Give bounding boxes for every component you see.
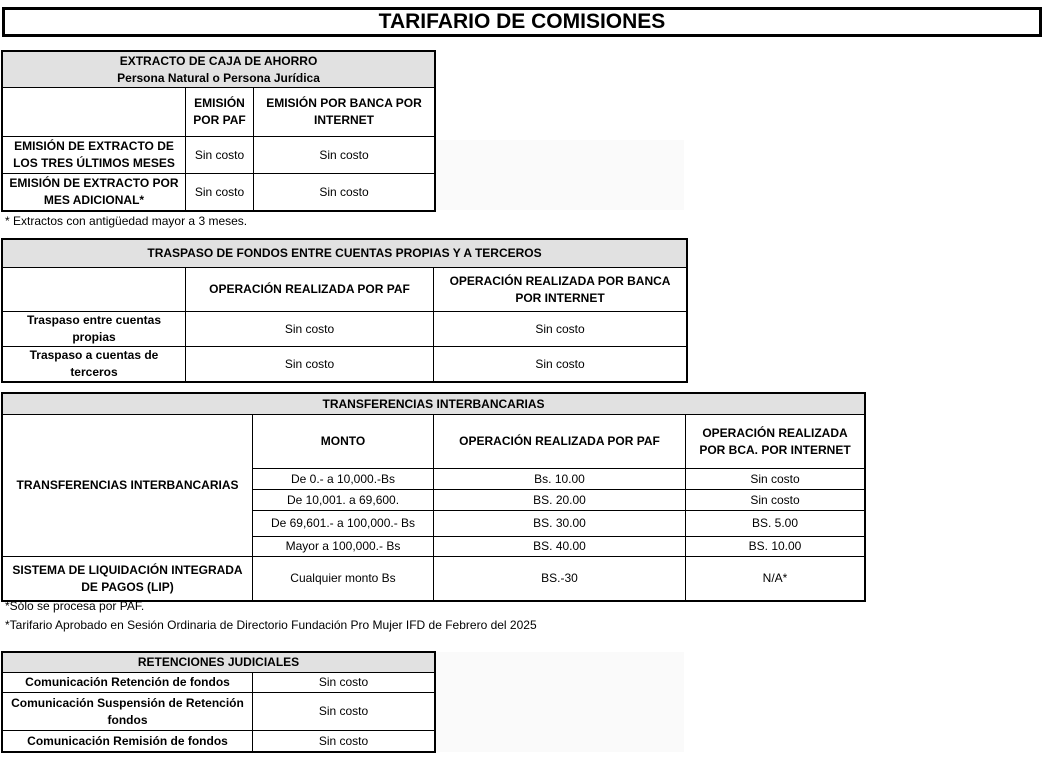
page-title-box bbox=[2, 7, 1042, 37]
background-shade bbox=[434, 140, 684, 210]
page-title: TARIFARIO DE COMISIONES bbox=[378, 10, 666, 33]
extracto-row-label: EMISIÓN DE EXTRACTO POR MES ADICIONAL* bbox=[3, 174, 186, 211]
extracto-blank-cell bbox=[3, 88, 186, 137]
traspaso-row-label: Traspaso a cuentas de terceros bbox=[3, 347, 186, 382]
traspaso-row-internet: Sin costo bbox=[434, 312, 687, 347]
traspaso-row-label: Traspaso entre cuentas propias bbox=[3, 312, 186, 347]
transferencias-row-label: TRANSFERENCIAS INTERBANCARIAS bbox=[3, 415, 253, 557]
transferencias-paf: BS. 30.00 bbox=[434, 511, 686, 537]
transferencias-internet: Sin costo bbox=[686, 490, 865, 511]
extracto-col-internet: EMISIÓN POR BANCA POR INTERNET bbox=[254, 88, 435, 137]
traspaso-row-internet: Sin costo bbox=[434, 347, 687, 382]
extracto-header bbox=[3, 52, 435, 88]
transferencias-col-internet: OPERACIÓN REALIZADA POR BCA. POR INTERNET bbox=[686, 415, 865, 469]
extracto-note: * Extractos con antigüedad mayor a 3 meses. bbox=[5, 214, 248, 228]
extracto-row-label: EMISIÓN DE EXTRACTO DE LOS TRES ÚLTIMOS MESES bbox=[3, 137, 186, 174]
extracto-subtitle: Persona Natural o Persona Jurídica bbox=[117, 70, 320, 85]
retenciones-row-value: Sin costo bbox=[253, 673, 435, 693]
transferencias-paf: BS. 20.00 bbox=[434, 490, 686, 511]
traspaso-col-internet: OPERACIÓN REALIZADA POR BANCA POR INTERNET bbox=[434, 268, 687, 312]
tarifario-approval-note: *Tarifario Aprobado en Sesión Ordinaria de Directorio Fundación Pro Mujer IFD de Febrero del 2025 bbox=[5, 618, 537, 632]
retenciones-title: RETENCIONES JUDICIALES bbox=[3, 653, 435, 673]
background-shade bbox=[434, 652, 684, 752]
extracto-col-paf: EMISIÓN POR PAF bbox=[186, 88, 254, 137]
transferencias-internet: BS. 10.00 bbox=[686, 537, 865, 557]
extracto-title: EXTRACTO DE CAJA DE AHORRO bbox=[119, 53, 318, 68]
lip-monto: Cualquier monto Bs bbox=[253, 557, 434, 601]
traspaso-row-paf: Sin costo bbox=[186, 312, 434, 347]
lip-label: SISTEMA DE LIQUIDACIÓN INTEGRADA DE PAGOS (LIP) bbox=[3, 557, 253, 601]
transferencias-note-paf: *Sólo se procesa por PAF. bbox=[5, 599, 145, 613]
traspaso-row-paf: Sin costo bbox=[186, 347, 434, 382]
transferencias-table bbox=[2, 393, 865, 601]
retenciones-row-value: Sin costo bbox=[253, 731, 435, 752]
transferencias-monto: De 10,001. a 69,600. bbox=[253, 490, 434, 511]
retenciones-table bbox=[2, 652, 435, 752]
transferencias-monto: De 0.- a 10,000.-Bs bbox=[253, 469, 434, 490]
transferencias-monto: Mayor a 100,000.- Bs bbox=[253, 537, 434, 557]
retenciones-row-label: Comunicación Retención de fondos bbox=[3, 673, 253, 693]
transferencias-internet: Sin costo bbox=[686, 469, 865, 490]
extracto-row-internet: Sin costo bbox=[254, 174, 435, 211]
lip-paf: BS.-30 bbox=[434, 557, 686, 601]
transferencias-monto: De 69,601.- a 100,000.- Bs bbox=[253, 511, 434, 537]
traspaso-blank-cell bbox=[3, 268, 186, 312]
traspaso-col-paf: OPERACIÓN REALIZADA POR PAF bbox=[186, 268, 434, 312]
transferencias-col-monto: MONTO bbox=[253, 415, 434, 469]
extracto-table bbox=[2, 51, 435, 211]
extracto-row-paf: Sin costo bbox=[186, 137, 254, 174]
extracto-row-paf: Sin costo bbox=[186, 174, 254, 211]
traspaso-table bbox=[2, 239, 687, 382]
traspaso-title: TRASPASO DE FONDOS ENTRE CUENTAS PROPIAS Y A TERCEROS bbox=[3, 240, 687, 268]
transferencias-title: TRANSFERENCIAS INTERBANCARIAS bbox=[3, 394, 865, 415]
lip-internet: N/A* bbox=[686, 557, 865, 601]
retenciones-row-value: Sin costo bbox=[253, 693, 435, 731]
transferencias-paf: Bs. 10.00 bbox=[434, 469, 686, 490]
transferencias-col-paf: OPERACIÓN REALIZADA POR PAF bbox=[434, 415, 686, 469]
retenciones-row-label: Comunicación Remisión de fondos bbox=[3, 731, 253, 752]
transferencias-internet: BS. 5.00 bbox=[686, 511, 865, 537]
retenciones-row-label: Comunicación Suspensión de Retención fondos bbox=[3, 693, 253, 731]
transferencias-paf: BS. 40.00 bbox=[434, 537, 686, 557]
extracto-row-internet: Sin costo bbox=[254, 137, 435, 174]
